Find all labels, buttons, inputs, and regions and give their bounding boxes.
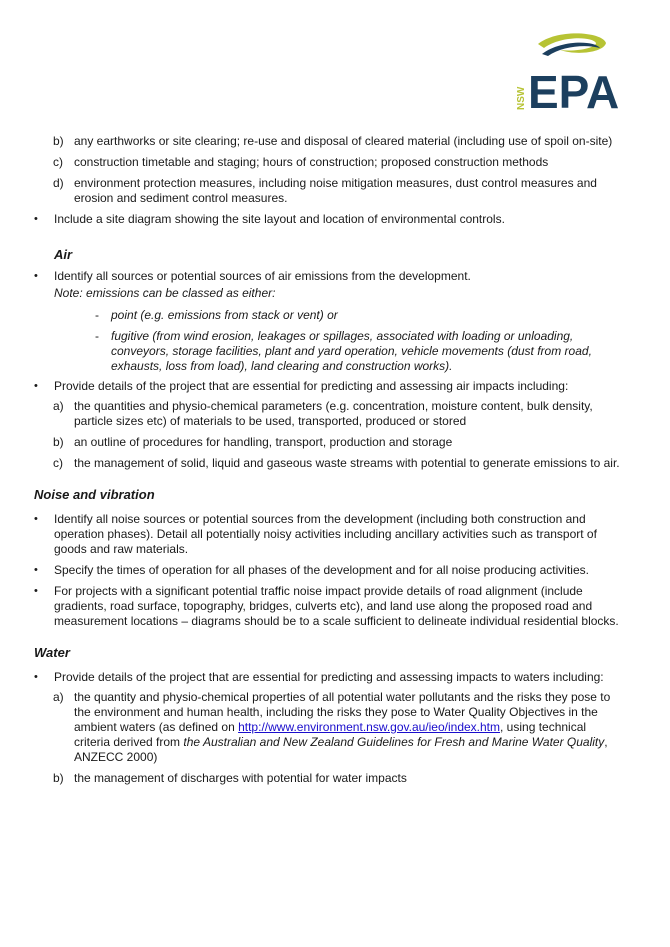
list-item-text: For projects with a significant potential traffic noise impact provide details of road alignment (include gradients, road surface, topography, bridges, culverts etc), and land use along the proposed road and measurement locations – diagrams should be to a scale sufficient to delineate individual residential blocks. xyxy=(54,584,619,628)
list-item xyxy=(0,512,670,557)
list-item xyxy=(0,435,670,450)
list-item-text: the management of solid, liquid and gaseous waste streams with potential to generate emissions to air. xyxy=(74,456,620,470)
list-item xyxy=(0,329,670,374)
list-item xyxy=(0,269,670,284)
list-item xyxy=(0,379,670,394)
list-item xyxy=(0,456,670,471)
list-item xyxy=(0,176,670,206)
text-segment: the quantity and physio-chemical properties of all potential water pollutants and the risks they pose to the environment and human health, including the risks they pose to Water Quality Objectives in the ambient waters (as defined on xyxy=(74,690,611,734)
list-item xyxy=(0,134,670,149)
list-item-text: Provide details of the project that are essential for predicting and assessing impacts to waters including: xyxy=(54,670,604,684)
list-item-text xyxy=(74,690,610,764)
bullet-icon: • xyxy=(34,671,38,683)
logo-epa-text: EPA xyxy=(528,66,620,112)
text-segment: , using technical criteria derived from xyxy=(74,720,587,749)
bullet-icon: • xyxy=(34,213,38,225)
list-marker: d) xyxy=(53,176,64,190)
list-item-text: any earthworks or site clearing; re-use and disposal of cleared material (including use of spoil on-site) xyxy=(74,134,613,148)
list-item-text: Provide details of the project that are essential for predicting and assessing air impacts including: xyxy=(54,379,569,393)
document-body xyxy=(0,134,670,786)
list-item-text: construction timetable and staging; hours of construction; proposed construction methods xyxy=(74,155,549,169)
bullet-icon: • xyxy=(34,270,38,282)
list-item-text: the quantities and physio-chemical parameters (e.g. concentration, moisture content, bulk density, particle sizes etc) of materials to be used, transported, produced or stored xyxy=(74,399,593,428)
list-item-text: the management of discharges with potential for water impacts xyxy=(74,771,407,785)
list-item xyxy=(0,584,670,629)
section-heading-air: Air xyxy=(54,247,73,262)
list-marker: a) xyxy=(53,690,64,704)
list-item-text: environment protection measures, including noise mitigation measures, dust control measures and erosion and sediment control measures. xyxy=(74,176,597,205)
list-item-text: Identify all noise sources or potential sources from the development (including both construction and operation phases). Detail all potentially noisy activities including ancillary activities such as transport of goods and raw materials. xyxy=(54,512,597,556)
note-text: Note: emissions can be classed as either: xyxy=(54,286,276,300)
dash-marker: - xyxy=(95,329,99,343)
list-item-text: fugitive (from wind erosion, leakages or spillages, associated with loading or unloading, conveyors, storage facilities, plant and yard operation, vehicle movements (dust from road, exhausts, loss from load), land clearing and construction works). xyxy=(111,329,592,373)
list-item-text: Identify all sources or potential sources of air emissions from the development. xyxy=(54,269,471,283)
list-item xyxy=(0,212,670,227)
list-marker: c) xyxy=(53,155,63,169)
list-marker: a) xyxy=(53,399,64,413)
list-item-text: an outline of procedures for handling, transport, production and storage xyxy=(74,435,453,449)
bullet-icon: • xyxy=(34,564,38,576)
list-marker: c) xyxy=(53,456,63,470)
epa-swoosh-icon xyxy=(508,30,626,112)
list-item xyxy=(0,670,670,685)
list-item-text: point (e.g. emissions from stack or vent) or xyxy=(111,308,338,322)
bullet-icon: • xyxy=(34,380,38,392)
section-heading-water: Water xyxy=(34,645,70,660)
list-item xyxy=(0,399,670,429)
list-item xyxy=(0,155,670,170)
logo-nsw-text: NSW xyxy=(516,86,527,110)
guidelines-title: the Australian and New Zealand Guidelines for Fresh and Marine Water Quality xyxy=(183,735,605,749)
list-marker: b) xyxy=(53,435,64,449)
list-item xyxy=(0,690,670,765)
nsw-epa-logo xyxy=(508,30,626,112)
section-heading-noise: Noise and vibration xyxy=(34,487,155,502)
list-item-text: Include a site diagram showing the site layout and location of environmental controls. xyxy=(54,212,505,226)
dash-marker: - xyxy=(95,308,99,322)
bullet-icon: • xyxy=(34,585,38,597)
list-marker: b) xyxy=(53,771,64,785)
bullet-icon: • xyxy=(34,513,38,525)
list-item xyxy=(0,308,670,323)
list-marker: b) xyxy=(53,134,64,148)
list-item-text: Specify the times of operation for all phases of the development and for all noise producing activities. xyxy=(54,563,589,577)
ieo-link[interactable]: http://www.environment.nsw.gov.au/ieo/index.htm xyxy=(238,720,501,734)
list-item xyxy=(0,563,670,578)
text-segment: , ANZECC 2000) xyxy=(74,735,608,764)
list-item xyxy=(0,771,670,786)
